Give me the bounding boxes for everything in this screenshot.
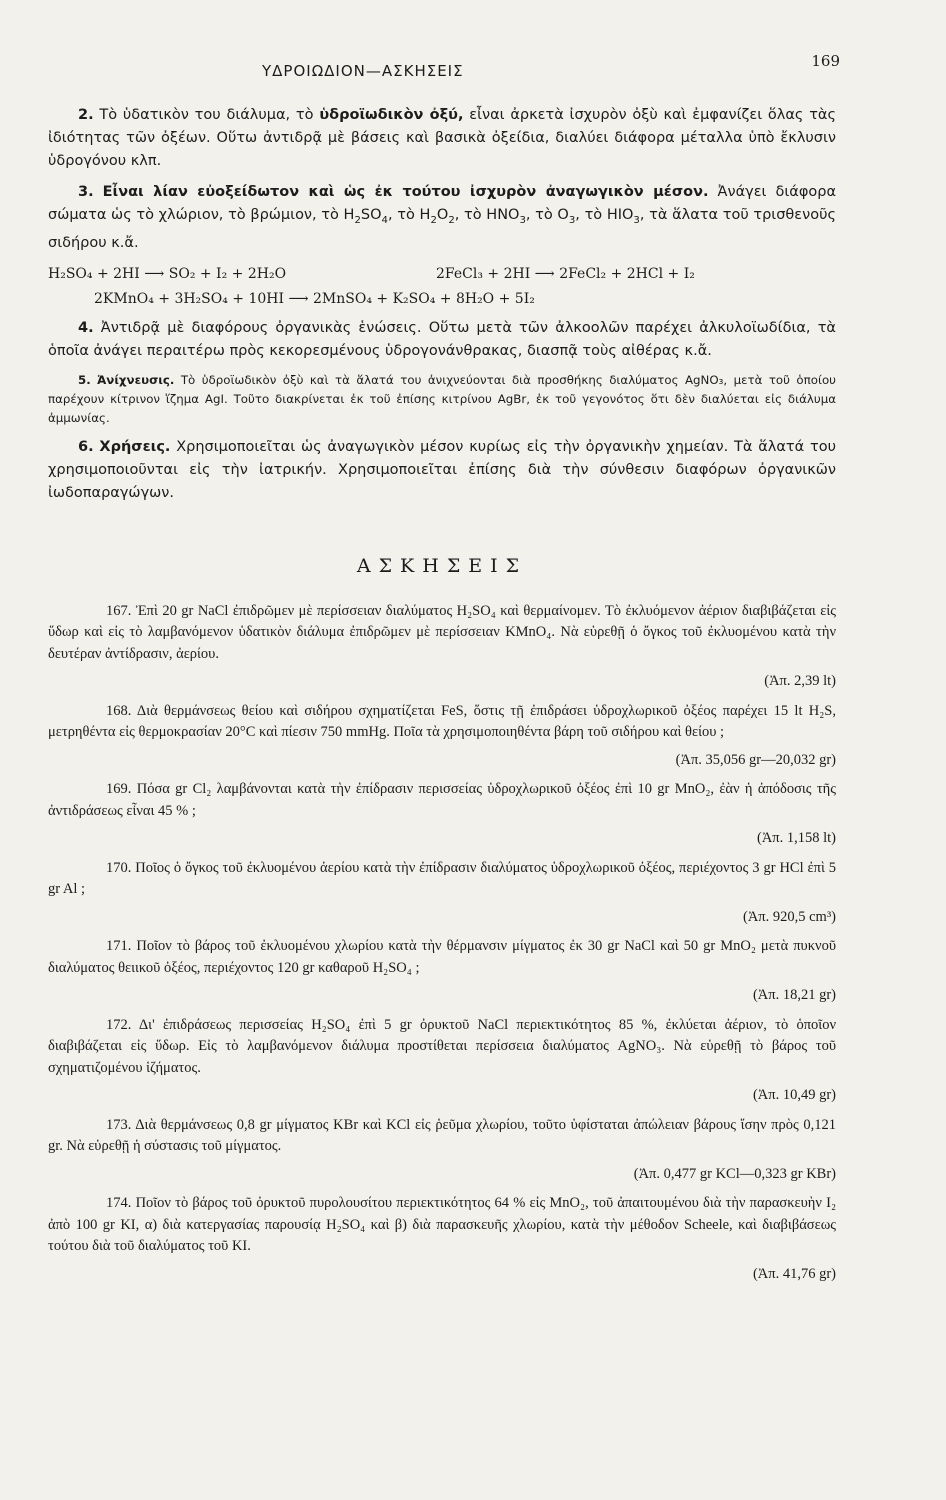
- exercise-text: Ἐπὶ 20 gr NaCl ἐπιδρῶμεν μὲ περίσσειαν διαλύματος H₂SO₄ καὶ θερμαίνομεν. Τὸ ἐκλυόμενον ἀέριον διαβιβάζεται εἰς ὕδωρ καὶ εἰς τὸ λαμβανόμενον ὑδατικὸν διάλυμα ἐπιδρῶμεν μὲ περίσσειαν KMnO₄. Νὰ εὑρεθῇ ὁ ὄγκος τοῦ ἐκλυομένου κατὰ τὴν δευτέραν ἀντίδρασιν, ἀερίου.: [48, 602, 836, 662]
- section-4-text: Ἀντιδρᾷ μὲ διαφόρους ὀργανικὰς ἑνώσεις. Οὕτω μετὰ τῶν ἀλκοολῶν παρέχει ἀλκυλοϊωδίδια, τὰ ὁποῖα ἀνάγει περαιτέρω πρὸς κεκορεσμένους ὑδρογονάνθρακας, διασπᾷ τοὺς αἰθέρας κ.ἄ.: [48, 319, 836, 359]
- section-2-number: 2.: [78, 107, 94, 123]
- sub-3c: 3: [633, 214, 640, 226]
- sub-3b: 3: [568, 214, 576, 226]
- exercise-answer: (Ἀπ. 0,477 gr KCl—0,323 gr KBr): [633, 1165, 836, 1182]
- section-4-paragraph: [48, 317, 836, 363]
- exercise-answer: (Ἀπ. 35,056 gr—20,032 gr): [675, 751, 836, 768]
- section-3-text-c: , τὸ H: [388, 207, 431, 223]
- section-6-bold: Χρήσεις.: [99, 438, 171, 455]
- exercise-number: 169.: [106, 781, 132, 798]
- page-header: [48, 52, 840, 104]
- section-6-text: Χρησιμοποιεῖται ὡς ἀναγωγικὸν μέσον κυρίως εἰς τὴν ὀργανικὴν χημείαν. Τὰ ἅλατά του χρησιμοποιοῦνται εἰς τὴν ἰατρικήν. Χρησιμοποιεῖται ἐπίσης διὰ τὴν σύνθεσιν διαφόρων ὀργανικῶν ἰωδοπαραγώγων.: [48, 438, 837, 501]
- exercise-answer: (Ἀπ. 2,39 lt): [764, 673, 836, 690]
- section-2-bold: ὑδροϊωδικὸν ὀξύ,: [319, 107, 464, 123]
- section-3-number: 3.: [78, 184, 94, 200]
- exercise-answer: (Ἀπ. 18,21 gr): [752, 987, 836, 1004]
- page-number: 169: [811, 52, 840, 70]
- exercise-172: [48, 1015, 836, 1080]
- exercise-number: 171.: [106, 938, 132, 955]
- section-3-text-f: , τὸ O: [525, 207, 569, 223]
- equation-kmno4-hi: 2KMnO₄ + 3H₂SO₄ + 10HI ⟶ 2MnSO₄ + K₂SO₄ + 8H₂O + 5I₂: [94, 290, 535, 307]
- equation-h2so4-hi: H₂SO₄ + 2HI ⟶ SO₂ + I₂ + 2H₂O: [48, 265, 287, 282]
- exercise-number: 168.: [106, 702, 132, 719]
- exercise-text: Πόσα gr Cl₂ λαμβάνονται κατὰ τὴν ἐπίδρασιν περισσείας ὑδροχλωρικοῦ ὀξέος ἐπὶ 10 gr MnO₂, ἐὰν ἡ ἀπόδοσις τῆς ἀντιδράσεως εἶναι 45 % ;: [48, 781, 837, 819]
- section-2-text-b: εἶναι ἀρκετὰ ἰσχυρὸν ὀξὺ καὶ ἐμφανίζει ὅλας τὰς ἰδιότητας τῶν ὀξέων. Οὕτω ἀντιδρᾷ μὲ βάσεις καὶ βασικὰ ὀξείδια, διαλύει διάφορα μέταλλα ὑπὸ ἔκλυσιν ὑδρογόνου κλπ.: [48, 107, 837, 169]
- section-5-paragraph: [48, 371, 836, 428]
- sub-2c: 2: [448, 214, 455, 226]
- section-2-text-a: Τὸ ὑδατικὸν του διάλυμα, τὸ: [99, 107, 320, 123]
- exercise-text: Διὰ θερμάνσεως 0,8 gr μίγματος KBr καὶ KCl εἰς ῥεῦμα χλωρίου, τοῦτο ὑφίσταται ἀπώλειαν βάρους ἴσην πρὸς 0,121 gr. Νὰ εὑρεθῇ ἡ σύστασις τοῦ μίγματος.: [48, 1116, 836, 1155]
- exercise-168: [48, 701, 836, 744]
- exercise-number: 172.: [106, 1016, 132, 1033]
- sub-2: 2: [354, 214, 361, 226]
- sub-4: 4: [381, 214, 388, 226]
- exercise-171: [48, 936, 836, 979]
- exercise-answer: (Ἀπ. 1,158 lt): [756, 830, 836, 847]
- section-3-paragraph: [48, 181, 836, 255]
- exercise-text: Διὰ θερμάνσεως θείου καὶ σιδήρου σχηματίζεται FeS, ὅστις τῇ ἐπιδράσει ὑδροχλωρικοῦ ὀξέος παρέχει 15 lt H₂S, μετρηθέντα εἰς θερμοκρασίαν 20°C καὶ πίεσιν 750 mmHg. Ποῖα τὰ χρησιμοποιηθέντα βάρη τοῦ σιδήρου καὶ θείου ;: [48, 702, 836, 741]
- exercise-number: 174.: [106, 1195, 132, 1212]
- section-6-number: 6.: [78, 438, 94, 455]
- section-6-paragraph: [48, 436, 836, 505]
- exercise-text: Δι' ἐπιδράσεως περισσείας H₂SO₄ ἐπὶ 5 gr ὀρυκτοῦ NaCl περιεκτικότητος 85 %, ἐκλύεται ἀέριον, τὸ ὁποῖον διαβιβάζεται εἰς ὕδωρ. Εἰς τὸ λαμβανόμενον διάλυμα προστίθεται περίσσεια διαλύματος AgNO₃. Νὰ εὑρεθῇ τὸ βάρος τοῦ σχηματιζομένου ἱζήματος.: [48, 1016, 837, 1076]
- section-5-text: Τὸ ὑδροϊωδικὸν ὀξὺ καὶ τὰ ἅλατά του ἀνιχνεύονται διὰ προσθήκης διαλύματος AgNO₃, μετὰ τοῦ ὁποίου παρέχουν κίτρινον ἵζημα AgI. Τοῦτο διακρίνεται ἐκ τοῦ ἐπίσης κιτρίνου AgBr, ἐκ τοῦ γεγονότος ὅτι δὲν διαλύεται εἰς διάλυμα ἀμμωνίας.: [48, 372, 836, 425]
- exercise-answer: (Ἀπ. 920,5 cm³): [742, 908, 836, 925]
- exercise-number: 170.: [106, 859, 132, 876]
- running-title: ΥΔΡΟΙΩΔΙΟΝ—ΑΣΚΗΣΕΙΣ: [262, 62, 464, 80]
- section-3-text-h: , τὰ ἅλατα τοῦ τρισθενοῦς σιδήρου κ.ἄ.: [48, 207, 836, 251]
- section-3-text-a: Ἀνάγει διάφορα σώματα ὡς τὸ χλώριον, τὸ βρώμιον, τὸ H: [48, 184, 837, 223]
- exercise-170: [48, 858, 836, 901]
- exercise-answer: (Ἀπ. 41,76 gr): [752, 1265, 836, 1282]
- exercise-text: Ποῖος ὁ ὄγκος τοῦ ἐκλυομένου ἀερίου κατὰ τὴν ἐπίδρασιν διαλύματος ὑδροχλωρικοῦ ὀξέος, περιέχοντος 3 gr HCl ἐπὶ 5 gr Al ;: [48, 859, 837, 898]
- sub-3: 3: [519, 214, 526, 226]
- section-3-text-g: , τὸ HIO: [575, 207, 634, 223]
- section-5-bold: Ἀνίχνευσις.: [97, 372, 175, 387]
- section-3-text-b: SO: [360, 207, 382, 223]
- exercise-169: [48, 779, 836, 822]
- exercise-answer: (Ἀπ. 10,49 gr): [752, 1087, 836, 1104]
- section-2-paragraph: [48, 104, 836, 173]
- exercise-number: 167.: [106, 602, 132, 619]
- section-5-number: 5.: [78, 372, 91, 387]
- exercise-text: Ποῖον τὸ βάρος τοῦ ἐκλυομένου χλωρίου κατὰ τὴν θέρμανσιν μίγματος ἐκ 30 gr NaCl καὶ 50 gr MnO₂ μετὰ πυκνοῦ διαλύματος θειικοῦ ὀξέος, περιέχοντος 120 gr καθαροῦ H₂SO₄ ;: [48, 938, 837, 976]
- section-4-number: 4.: [78, 319, 94, 336]
- section-3-text-d: O: [436, 207, 449, 223]
- sub-2b: 2: [430, 214, 437, 226]
- exercise-173: [48, 1115, 836, 1158]
- exercise-number: 173.: [106, 1116, 132, 1133]
- exercise-text: Ποῖον τὸ βάρος τοῦ ὀρυκτοῦ πυρολουσίτου περιεκτικότητος 64 % εἰς MnO₂, τοῦ ἀπαιτουμένου διὰ τὴν παρασκευὴν I₂ ἀπὸ 100 gr KI, α) διὰ κατεργασίας παρουσίᾳ H₂SO₄ καὶ β) διὰ παρασκευῆς χλωρίου, κατὰ τὴν μέθοδον Scheele, καὶ διαβιβάσεως τούτου διὰ τοῦ διαλύματος τοῦ KI.: [48, 1195, 837, 1255]
- section-3-bold: Εἶναι λίαν εὐοξείδωτον καὶ ὡς ἐκ τούτου ἰσχυρὸν ἀναγωγικὸν μέσον.: [102, 184, 709, 200]
- equation-line-1: [48, 263, 836, 286]
- equation-fecl3-hi: 2FeCl₃ + 2HI ⟶ 2FeCl₂ + 2HCl + I₂: [436, 265, 695, 282]
- exercises-heading: ΑΣΚΗΣΕΙΣ: [356, 554, 528, 577]
- exercise-174: [48, 1193, 836, 1258]
- section-3-text-e: , τὸ HNO: [454, 207, 520, 223]
- exercises-list: [48, 601, 836, 1286]
- exercise-167: [48, 601, 836, 666]
